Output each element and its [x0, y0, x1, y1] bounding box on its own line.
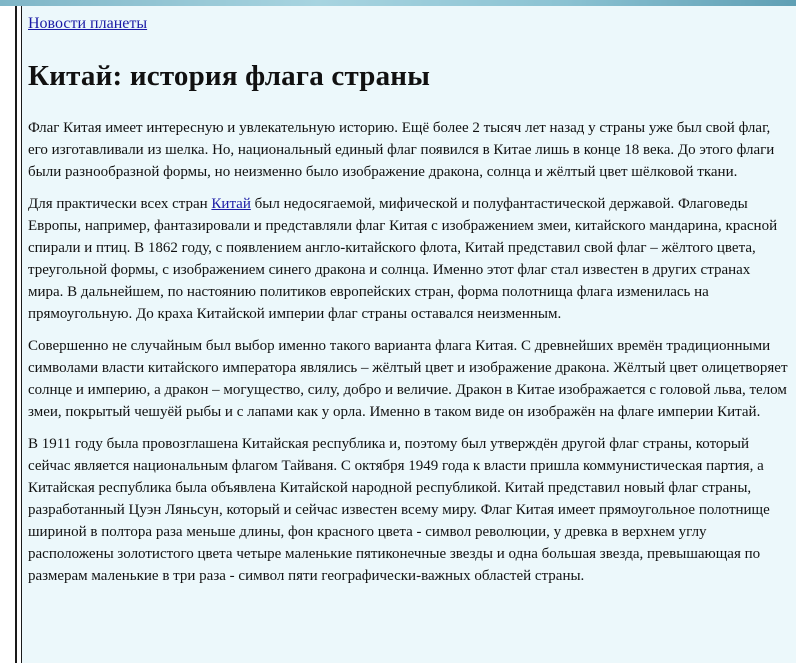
paragraph-2-text-after: был недосягаемой, мифической и полуфантастической державой. Флаговеды Европы, например, фантазировали и представляли флаг Китая с изображением змеи, китайского мандарина, красной спирали и птиц. В 1862 году, с появлением англо-китайского флота, Китай представил свой флаг – жёлтого цвета, треугольной формы, с изображением синего дракона и солнца. Именно этот флаг стал известен в других странах мира. В дальнейшем, по настоянию политиков европейских стран, форма полотнища флага изменилась на прямоугольную. До краха Китайской империи флаг страны оставался неизменным. [28, 196, 778, 322]
left-double-rule-outer [15, 6, 17, 663]
paragraph-1: Флаг Китая имеет интересную и увлекательную историю. Ещё более 2 тысяч лет назад у страны уже был свой флаг, его изготавливали из шелка. Но, национальный единый флаг появился в Китае лишь в конце 18 века. До этого флаги были разнообразной формы, но неизменно было изображение дракона, солнца и жёлтый цвет шёлковой ткани. [28, 120, 775, 180]
paragraph-3: Совершенно не случайным был выбор именно такого варианта флага Китая. С древнейших времён традиционными символами власти китайского императора являлись – жёлтый цвет и изображение дракона. Жёлтый цвет олицетворяет солнце и империю, а дракон – могущество, силу, добро и величие. Дракон в Китае изображается с головой льва, телом змеи, покрытый чешуёй рыбы и с лапами как у орла. Именно в таком виде он изображён на флаге империи Китай. [28, 338, 788, 420]
paragraph-2 [28, 193, 788, 325]
china-link[interactable]: Китай [211, 196, 251, 212]
paragraph-2-text-before: Для практически всех стран [28, 196, 212, 212]
left-margin [0, 6, 22, 663]
left-double-rule-inner [21, 6, 22, 663]
top-decorative-band [0, 0, 796, 6]
news-planet-link[interactable]: Новости планеты [28, 15, 148, 32]
article-title: Китай: история флага страны [28, 60, 431, 92]
article-container [28, 12, 788, 597]
paragraph-4: В 1911 году была провозглашена Китайская республика и, поэтому был утверждён другой флаг страны, который сейчас является национальным флагом Тайваня. С октября 1949 года к власти пришла коммунистическая партия, а Китайская республика была объявлена Китайской народной республикой. Китай представил новый флаг страны, разработанный Цуэн Ляньсун, который и сейчас известен всему миру. Флаг Китая имеет прямоугольное полотнище шириной в полтора раза меньше длины, фон красного цвета - символ революции, у древка в верхнем углу расположены золотистого цвета четыре маленькие пятиконечные звезды и одна большая звезда, превышающая по размерам маленькие в три раза - символ пяти географически-важных областей страны. [28, 436, 770, 584]
